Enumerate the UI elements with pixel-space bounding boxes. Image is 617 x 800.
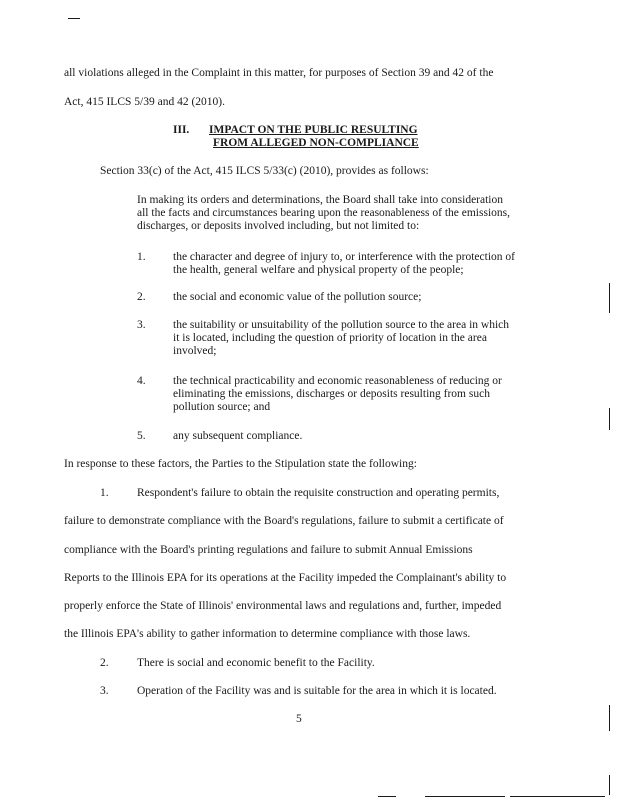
response-2-line-1: There is social and economic benefit to the Facility. (137, 657, 375, 669)
section-title-line-1: IMPACT ON THE PUBLIC RESULTING (209, 124, 418, 136)
factor-3-line-3: involved; (173, 345, 217, 357)
response-1-line-5: properly enforce the State of Illinois' environmental laws and regulations and, further, impeded (64, 600, 502, 612)
scan-mark-bottom-1 (378, 796, 396, 797)
scan-mark-right-2 (609, 408, 610, 430)
factor-number-5: 5. (137, 430, 146, 442)
factor-3-line-2: it is located, including the question of priority of location in the area (173, 332, 487, 344)
factor-2-line-1: the social and economic value of the pollution source; (173, 291, 422, 303)
factor-4-line-3: pollution source; and (173, 401, 271, 413)
scan-mark-right-1 (609, 283, 610, 313)
scan-mark-top (68, 18, 80, 19)
page-number: 5 (296, 713, 302, 725)
response-number-1: 1. (100, 487, 109, 499)
quote-line-2: all the facts and circumstances bearing upon the reasonableness of the emissions, (137, 207, 510, 219)
factor-number-3: 3. (137, 319, 146, 331)
response-1-line-6: the Illinois EPA's ability to gather information to determine compliance with those laws. (64, 628, 471, 640)
scan-mark-right-4 (609, 775, 610, 795)
factor-number-1: 1. (137, 251, 146, 263)
response-1-line-1: Respondent's failure to obtain the requisite construction and operating permits, (137, 487, 500, 499)
response-1-line-3: compliance with the Board's printing regulations and failure to submit Annual Emissions (64, 544, 473, 556)
response-3-line-1: Operation of the Facility was and is suitable for the area in which it is located. (137, 685, 497, 697)
response-1-line-2: failure to demonstrate compliance with the Board's regulations, failure to submit a certificate of (64, 515, 504, 527)
factor-number-2: 2. (137, 291, 146, 303)
quote-line-3: discharges, or deposits involved including, but not limited to: (137, 220, 420, 232)
statute-intro: Section 33(c) of the Act, 415 ILCS 5/33(c) (2010), provides as follows: (100, 165, 429, 177)
quote-line-1: In making its orders and determinations, the Board shall take into consideration (137, 194, 503, 206)
response-intro: In response to these factors, the Parties to the Stipulation state the following: (64, 458, 417, 470)
response-number-2: 2. (100, 657, 109, 669)
factor-4-line-1: the technical practicability and economic reasonableness of reducing or (173, 375, 502, 387)
continuation-line-1: all violations alleged in the Complaint in this matter, for purposes of Section 39 and 42 of the (64, 67, 494, 79)
section-number: III. (173, 124, 190, 136)
factor-4-line-2: eliminating the emissions, discharges or deposits resulting from such (173, 388, 490, 400)
scan-mark-bottom-2 (425, 796, 505, 797)
factor-1-line-2: the health, general welfare and physical property of the people; (173, 264, 464, 276)
response-number-3: 3. (100, 685, 109, 697)
factor-1-line-1: the character and degree of injury to, or interference with the protection of (173, 251, 515, 263)
factor-3-line-1: the suitability or unsuitability of the pollution source to the area in which (173, 319, 509, 331)
factor-5-line-1: any subsequent compliance. (173, 430, 303, 442)
section-title-line-2: FROM ALLEGED NON-COMPLIANCE (213, 137, 419, 149)
factor-number-4: 4. (137, 375, 146, 387)
scan-mark-right-3 (609, 705, 610, 731)
scan-mark-bottom-3 (510, 796, 605, 797)
continuation-line-2: Act, 415 ILCS 5/39 and 42 (2010). (64, 96, 225, 108)
response-1-line-4: Reports to the Illinois EPA for its operations at the Facility impeded the Complainant's ability to (64, 572, 507, 584)
